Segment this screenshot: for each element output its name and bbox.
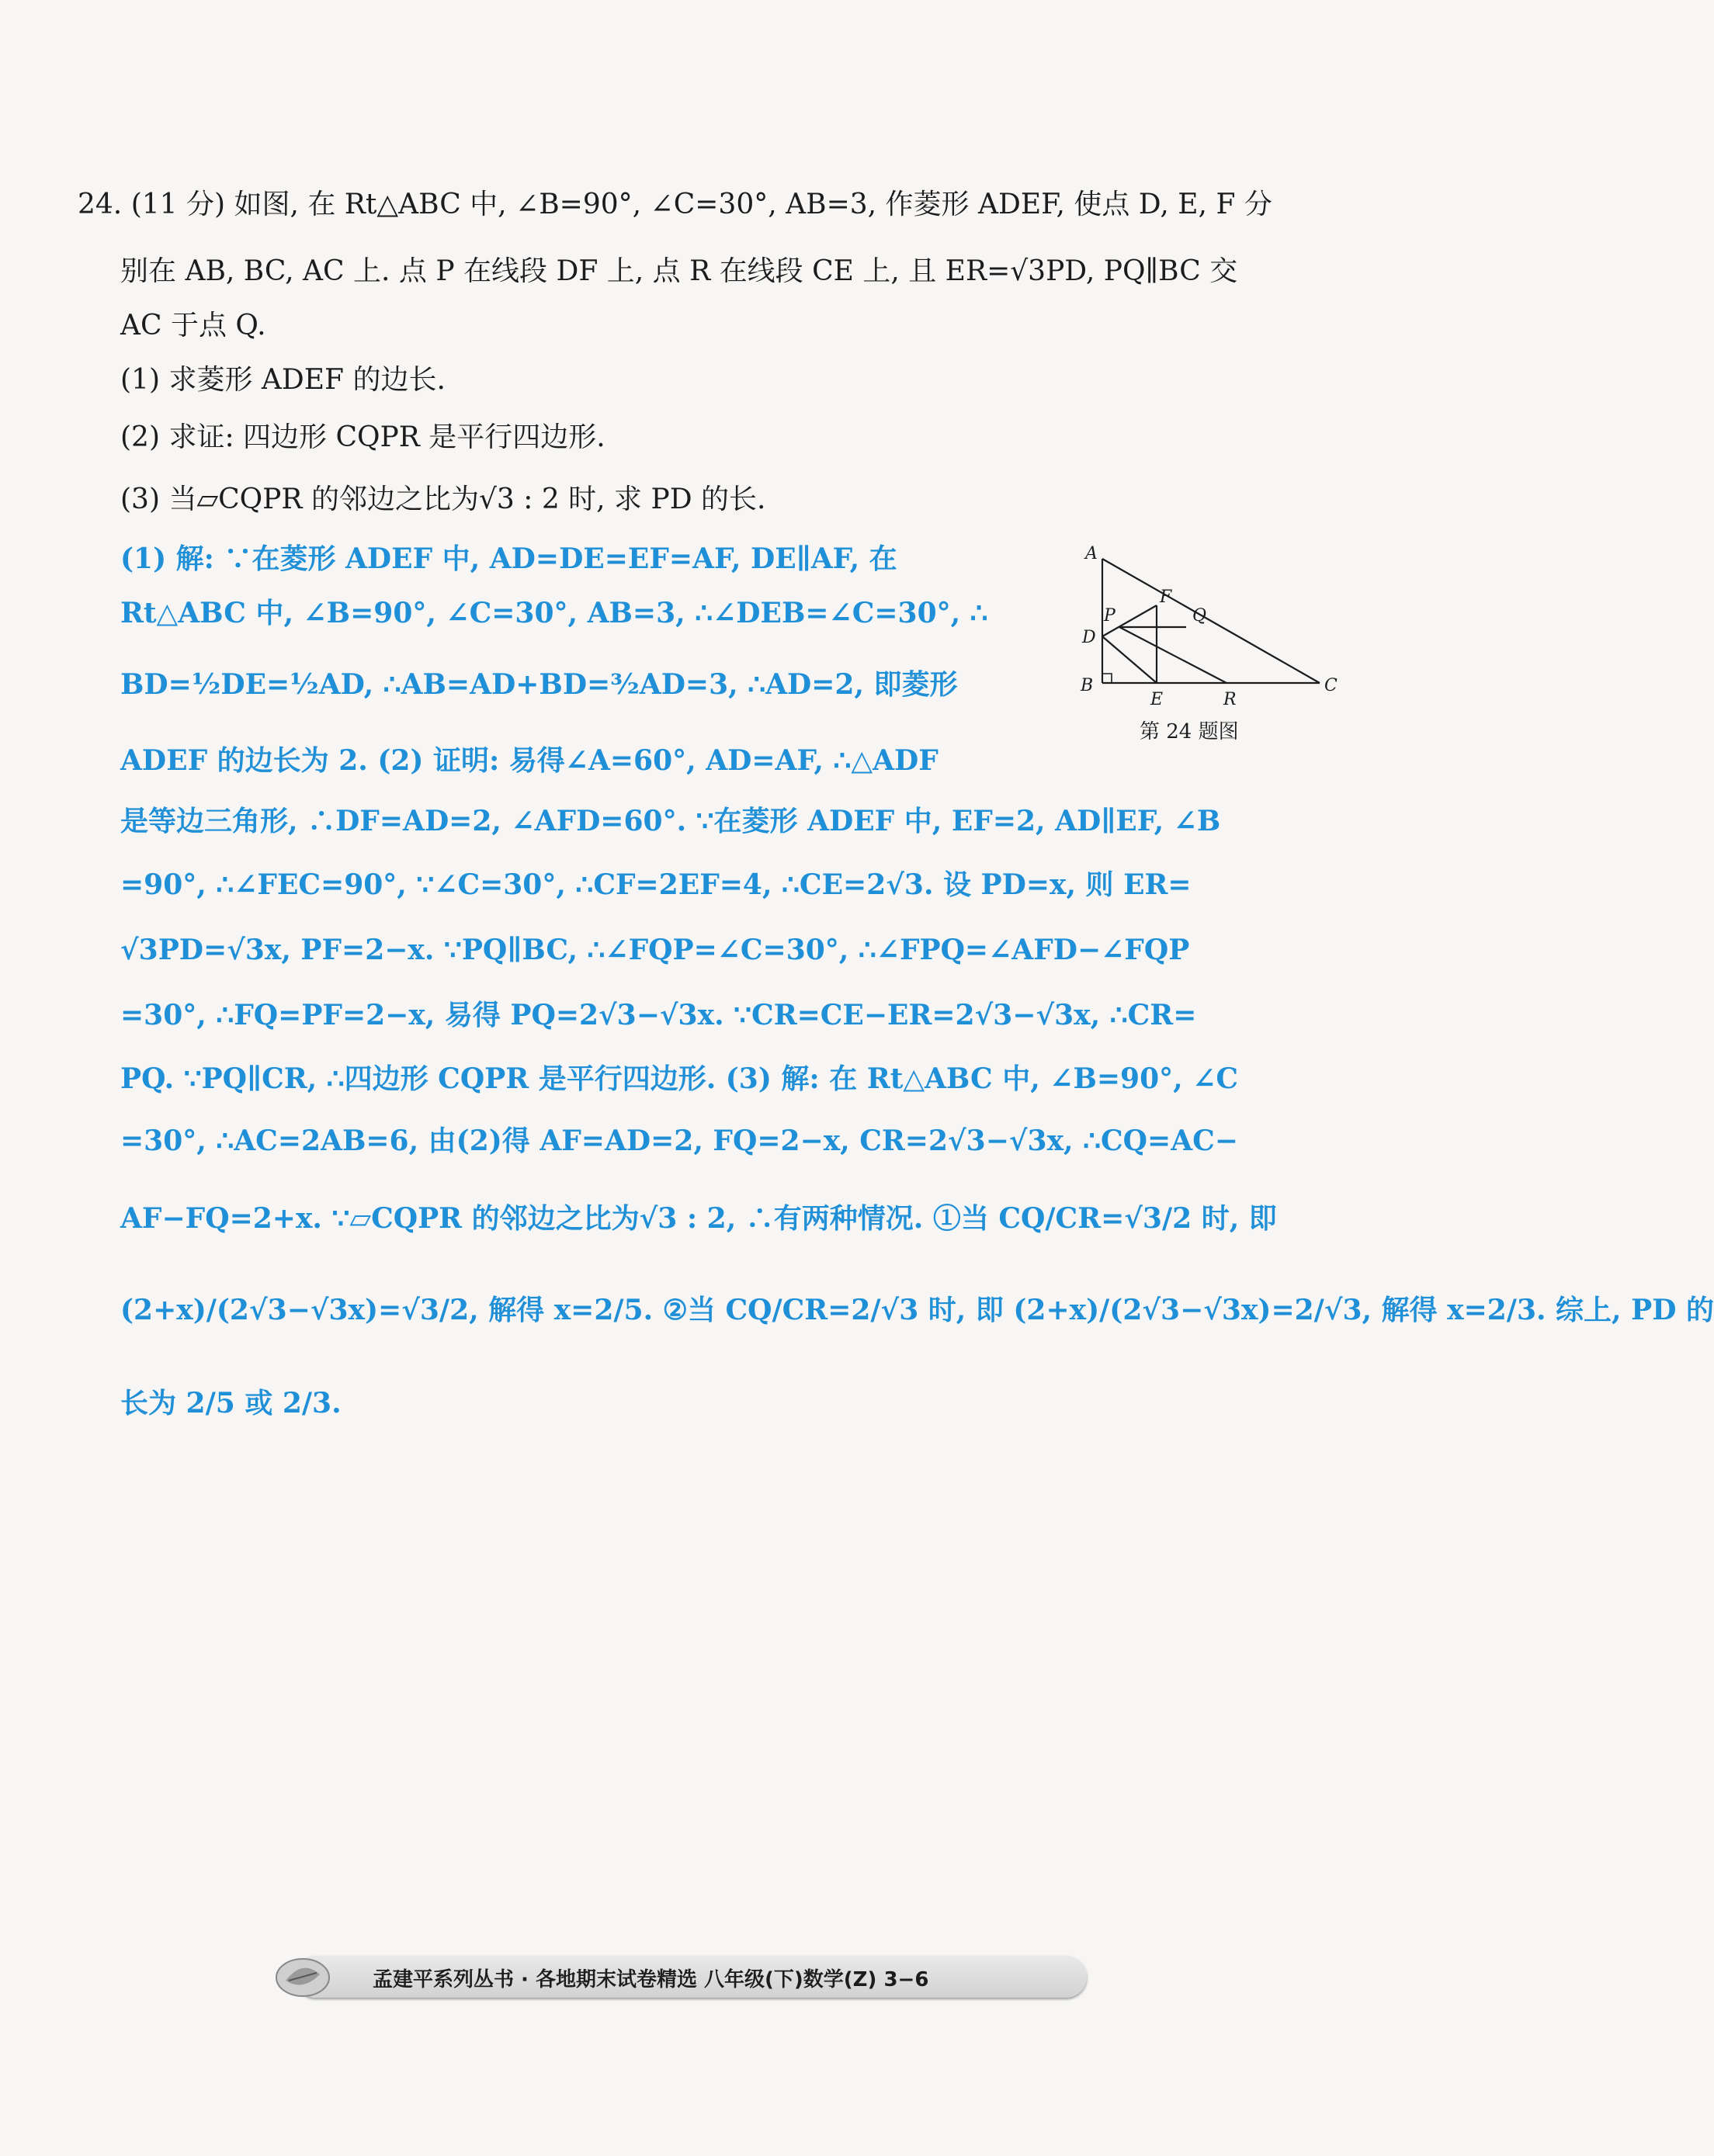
footer-text: 孟建平系列丛书 · 各地期末试卷精选 八年级(下)数学(Z) 3−6 — [373, 1968, 929, 1991]
solution-line-10: =30°, ∴AC=2AB=6, 由(2)得 AF=AD=2, FQ=2−x, CR=2√3−√3x, ∴CQ=AC− — [120, 1125, 1238, 1157]
problem-line-2: 别在 AB, BC, AC 上. 点 P 在线段 DF 上, 点 R 在线段 CE 上, 且 ER=√3PD, PQ∥BC 交 — [120, 255, 1238, 287]
solution-line-5: 是等边三角形, ∴DF=AD=2, ∠AFD=60°. ∵在菱形 ADEF 中, EF=2, AD∥EF, ∠B — [120, 805, 1221, 837]
label-R: R — [1223, 690, 1237, 709]
solution-line-13: 长为 2/5 或 2/3. — [120, 1387, 342, 1419]
question-3: (3) 当▱CQPR 的邻边之比为√3 : 2 时, 求 PD 的长. — [120, 484, 766, 515]
problem-line-3: AC 于点 Q. — [120, 310, 266, 341]
solution-line-7: √3PD=√3x, PF=2−x. ∵PQ∥BC, ∴∠FQP=∠C=30°, ∴∠FPQ=∠AFD−∠FQP — [120, 934, 1190, 966]
solution-line-2: Rt△ABC 中, ∠B=90°, ∠C=30°, AB=3, ∴∠DEB=∠C=30°, ∴ — [120, 597, 988, 629]
question-2: (2) 求证: 四边形 CQPR 是平行四边形. — [120, 421, 605, 453]
solution-line-4: ADEF 的边长为 2. (2) 证明: 易得∠A=60°, AD=AF, ∴△ADF — [120, 744, 939, 777]
label-F: F — [1160, 588, 1172, 607]
label-B: B — [1081, 676, 1094, 695]
label-D: D — [1082, 628, 1096, 647]
label-Q: Q — [1192, 606, 1207, 626]
label-A: A — [1085, 544, 1098, 563]
figure-caption: 第 24 题图 — [1140, 720, 1239, 744]
label-E: E — [1150, 690, 1164, 709]
solution-line-9: PQ. ∵PQ∥CR, ∴四边形 CQPR 是平行四边形. (3) 解: 在 Rt△ABC 中, ∠B=90°, ∠C — [120, 1062, 1239, 1095]
question-1: (1) 求菱形 ADEF 的边长. — [120, 364, 446, 396]
problem-line-1: 24. (11 分) 如图, 在 Rt△ABC 中, ∠B=90°, ∠C=30°, AB=3, 作菱形 ADEF, 使点 D, E, F 分 — [78, 189, 1272, 220]
label-P: P — [1104, 606, 1115, 626]
leaf-logo-icon — [272, 1946, 334, 2009]
solution-line-6: =90°, ∴∠FEC=90°, ∵∠C=30°, ∴CF=2EF=4, ∴CE=2√3. 设 PD=x, 则 ER= — [120, 868, 1192, 901]
solution-line-11: AF−FQ=2+x. ∵▱CQPR 的邻边之比为√3 : 2, ∴有两种情况. ①当 CQ/CR=√3/2 时, 即 — [120, 1202, 1277, 1235]
solution-line-3: BD=½DE=½AD, ∴AB=AD+BD=³⁄₂AD=3, ∴AD=2, 即菱形 — [120, 668, 958, 701]
solution-line-8: =30°, ∴FQ=PF=2−x, 易得 PQ=2√3−√3x. ∵CR=CE−ER=2√3−√3x, ∴CR= — [120, 999, 1197, 1031]
solution-line-1: (1) 解: ∵在菱形 ADEF 中, AD=DE=EF=AF, DE∥AF, 在 — [120, 542, 897, 575]
solution-line-12: (2+x)/(2√3−√3x)=√3/2, 解得 x=2/5. ②当 CQ/CR=2/√3 时, 即 (2+x)/(2√3−√3x)=2/√3, 解得 x=2/3. 综上, PD 的 — [120, 1294, 1714, 1326]
label-C: C — [1324, 676, 1338, 695]
